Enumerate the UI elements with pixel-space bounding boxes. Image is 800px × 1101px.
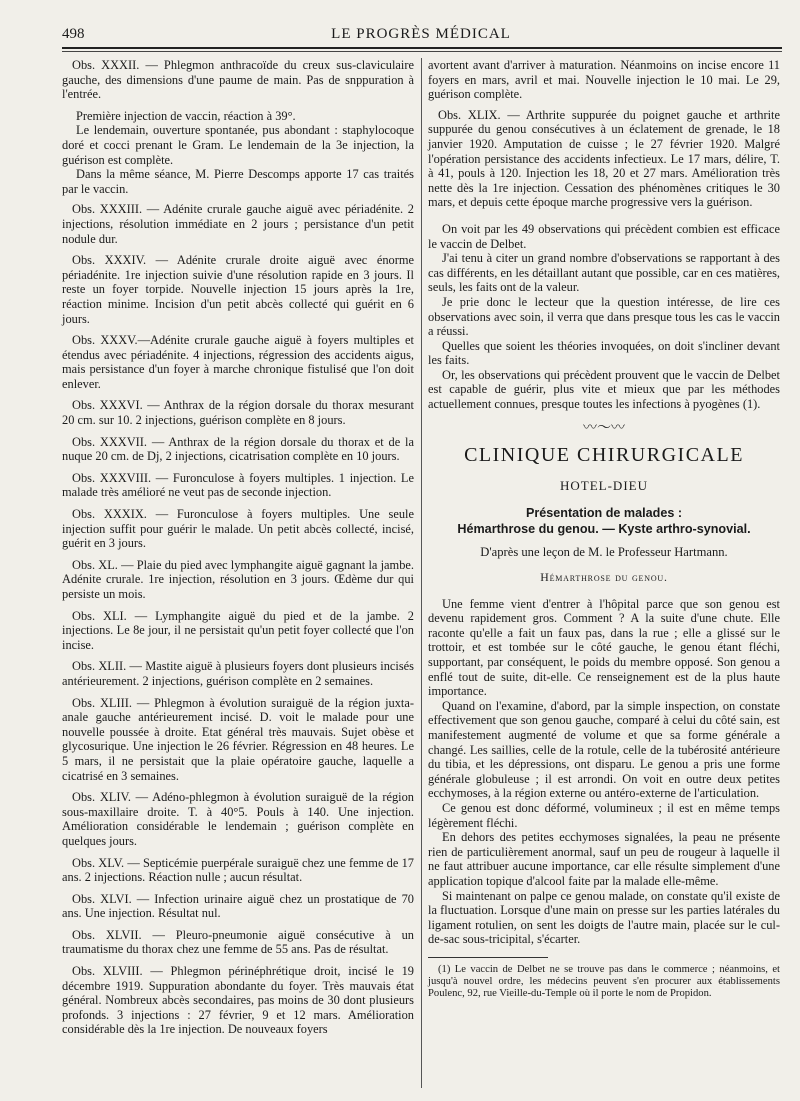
hospital-name: HOTEL-DIEU [560, 477, 648, 493]
observation: Obs. XLVI. — Infection urinaire aiguë chez un prostatique de 70 ans. Une injection. Résultat nul. [62, 891, 414, 921]
observation: Obs. XXXV.—Adénite crurale gauche aiguë à foyers multiples et étendus avec périadénite. 4 injections, régression des accidents aigus, mais persistance d'un foyer à marche chronique fistulisé que l'on doit enlever. [62, 333, 414, 391]
footnote: (1) Le vaccin de Delbet ne se trouve pas dans le commerce ; néanmoins, et jusqu'à nouvel ordre, les médecins peuvent s'en procurer aux établissements Poulenc, 92, rue Vieille-du-Temple où il porte le nom de Propidon. [428, 963, 780, 999]
observation: Obs. XXXIV. — Adénite crurale droite aiguë avec énorme périadénite. 1re injection suivie d'une résolution rapide en 3 jours. Il reste un foyer torpide. Nouvelle injection 15 jours après la 1re, réaction minime. Incision d'un petit abcès collecté qui guérit en 6 jours. [62, 253, 414, 326]
observation: Obs. XLVII. — Pleuro-pneumonie aiguë consécutive à un traumatisme du thorax chez une femme de 55 ans. Pas de résultat. [62, 927, 414, 957]
column-divider [421, 58, 422, 1088]
page-number: 498 [62, 26, 85, 42]
paragraph: Ce genou est donc déformé, volumineux ; il est en même temps légèrement fléchi. [428, 800, 780, 830]
running-title: LE PROGRÈS MÉDICAL [331, 26, 511, 42]
observation: Obs. XXXVIII. — Furonculose à foyers multiples. 1 injection. Le malade très amélioré ne veut pas de seconde injection. [62, 470, 414, 500]
paragraph: Le lendemain, ouverture spontanée, pus abondant : staphylocoque doré et cocci prenant le Gram. Le lendemain de la 3e injection, la guérison est complète. [62, 123, 414, 167]
observation: Obs. XXXVII. — Anthrax de la région dorsale du thorax et de la nuque 20 cm. de Dj, 2 injections, cicatrisation complète en 10 jours. [62, 434, 414, 464]
observation: Obs. XXXVI. — Anthrax de la région dorsale du thorax mesurant 20 cm. sur 10. 2 injections, guérison complète en 8 jours. [62, 398, 414, 428]
left-column [62, 58, 414, 1044]
header-rule-thin [62, 51, 782, 52]
paragraph: Première injection de vaccin, réaction à 39°. [76, 108, 296, 123]
observation: Obs. XLVIII. — Phlegmon périnéphrétique droit, incisé le 19 décembre 1919. Suppuration abondante du foyer. Très mauvais état général. Nombreux abcès secondaires, pas moins de 30 dont plusieurs profonds. 3 injections : 27 février, 9 et 12 mars. Amélioration considérable dès la 1re injection. De nouveaux foyers [62, 964, 414, 1037]
paragraph: En dehors des petites ecchymoses signalées, la peau ne présente rien de particulièrement anormal, sauf un peu de rougeur à laquelle il ne faut attribuer aucune importance, car elle résulte simplement d'une application topique d'alcool faite par la malade elle-même. [428, 830, 780, 888]
right-column [428, 58, 780, 1000]
header-rule [62, 47, 782, 49]
lecture-subtitle [428, 505, 780, 537]
subsection-heading: Hémarthrose du genou. [540, 570, 668, 585]
paragraph: Si maintenant on palpe ce genou malade, on constate qu'il existe de la fluctuation. Lorsque d'une main on presse sur les parties latérales du ligament rotulien, on sent les doigts de l'autre main, placée sur le cul-de-sac sous-tricipital, s'écarter. [428, 888, 780, 947]
observation: Obs. XLIX. — Arthrite suppurée du poignet gauche et arthrite suppurée du genou consécutives à un éclatement de grenade, le 18 janvier 1920. Amputation de cuisse ; le 27 février 1920. Malgré l'opération persistance des accidents infectieux. Le 17 mars, délire, T. à 41, pouls à 120. Injection les 18, 20 et 27 mars. Amélioration très nette dès la 1re injection. Cessation des phénomènes critiques le 30 mars, et depuis cette époque marche progressive vers la guérison. [428, 107, 780, 210]
paragraph: On voit par les 49 observations qui précèdent combien est efficace le vaccin de Delbet. [428, 221, 780, 251]
observation: Obs. XLV. — Septicémie puerpérale suraiguë chez une femme de 17 ans. 2 injections. Réaction nulle ; aucun résultat. [62, 855, 414, 885]
paragraph: Une femme vient d'entrer à l'hôpital parce que son genou est devenu rapidement gros. Comment ? A la suite d'une chute. Elle raconte qu'elle a fait un faux pas, dans la rue ; elle a glissé sur le trottoir, et est tombée sur le côté gauche, le genou étant fléchi, supportant, par conséquent, le poids du membre opposé. Son genou a enflé tout de suite, dit-elle. Ce renseignement est de la plus haute importance. [428, 596, 780, 699]
observation: Obs. XLI. — Lymphangite aiguë du pied et de la jambe. 2 injections. Le 8e jour, il ne persistait qu'un petit foyer collecté que l'on incise. [62, 608, 414, 652]
observation: Obs. XLII. — Mastite aiguë à plusieurs foyers dont plusieurs incisés antérieurement. 2 injections, guérison complète en 2 semaines. [62, 659, 414, 688]
observation: Obs. XLIII. — Phlegmon à évolution suraiguë de la région juxta-anale gauche antérieurement incisé. D. voit le malade pour une nouvelle poussée à droite. Etat général très mauvais. Sujet obèse et glycosurique. Une injection le 26 février. Régression en 48 heures. Le 5 mars, il ne persistait que la plaie opératoire gauche, laquelle a cicatrisé en 3 semaines. [62, 695, 414, 783]
paragraph: Quand on l'examine, d'abord, par la simple inspection, on constate effectivement que son genou gauche, comparé à celui du côté sain, est manifestement augmenté de volume et que sa forme générale a changé. Les saillies, celle de la rotule, celle de la tubérosité antérieure du tibia, et les dépressions, ont disparu. Le genou a pris une forme générale globuleuse ; il est arrondi. On voit en outre deux petites ecchymoses, à la région externe ou antéro-externe de l'articulation. [428, 698, 780, 801]
subtitle-line-1: Présentation de malades : [525, 506, 683, 521]
footnote-rule [428, 957, 548, 958]
paragraph: Dans la même séance, M. Pierre Descomps apporte 17 cas traités par le vaccin. [62, 167, 414, 196]
observation: Obs. XL. — Plaie du pied avec lymphangite aiguë gagnant la jambe. Adénite crurale. 1re injection, résolution en 3 jours. Œdème dur qui persiste un mois. [62, 557, 414, 601]
section-title: CLINIQUE CHIRURGICALE [464, 444, 744, 467]
paragraph: Je prie donc le lecteur que la question intéresse, de lire ces observations avec soin, il verra que dans presque tous les cas le vaccin a réussi. [428, 294, 780, 339]
lecture-note: D'après une leçon de M. le Professeur Hartmann. [480, 545, 728, 560]
observation: Obs. XXXIII. — Adénite crurale gauche aiguë avec périadénite. 2 injections, résolution immédiate en 2 jours ; persistance d'un petit nodule dur. [62, 202, 414, 246]
observation: Obs. XXXIX. — Furonculose à foyers multiples. Une seule injection suffit pour guérir le malade. Un petit abcès collecté, incisé, guérit en 3 jours. [62, 507, 414, 551]
observation: Obs. XXXII. — Phlegmon anthracoïde du creux sus-claviculaire gauche, des dimensions d'une paume de main. Pas de snppuration à l'entrée. [62, 58, 414, 102]
paragraph: J'ai tenu à citer un grand nombre d'observations se rapportant à des cas différents, en les détaillant autant que possible, car en ces matières, seuls, les faits ont de la valeur. [428, 251, 780, 295]
paragraph: avortent avant d'arriver à maturation. Néanmoins on incise encore 11 foyers en mars, avril et mai. Nouvelle injection le 10 mai. Le 29, guérison complète. [428, 58, 780, 102]
paragraph: Quelles que soient les théories invoquées, on doit s'incliner devant les faits. [428, 338, 780, 368]
paragraph: Or, les observations qui précèdent prouvent que le vaccin de Delbet est capable de guérir, plus vite et mieux que par les méthodes actuellement connues, presque toutes les infections à pyogènes (1). [428, 367, 780, 412]
subtitle-line-2: Hémarthrose du genou. — Kyste arthro-synovial. [457, 522, 751, 537]
observation: Obs. XLIV. — Adéno-phlegmon à évolution suraiguë de la région sous-maxillaire droite. T. à 40°5. Pouls à 140. Une injection. Amélioration considérable le lendemain ; guérison complète en quelques jours. [62, 790, 414, 848]
page-header [62, 26, 780, 46]
ornament-divider: 〰〜〰 [583, 420, 625, 436]
